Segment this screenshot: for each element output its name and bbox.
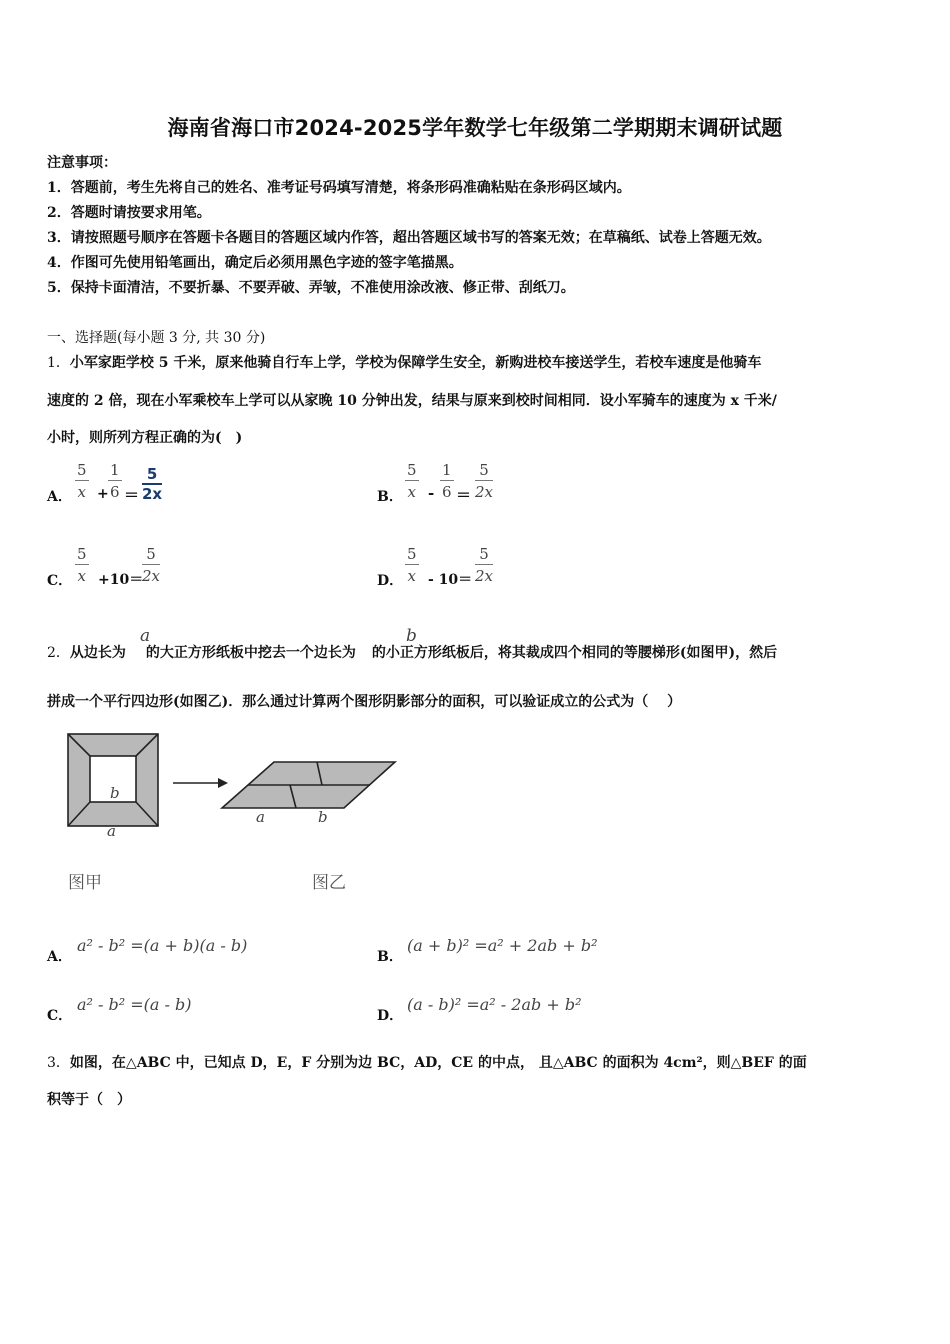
q1-option-d-label[interactable]: D． xyxy=(377,573,404,589)
q2-var-a: a xyxy=(140,626,151,646)
q2-option-d-formula: (a - b)² =a² - 2ab + b² xyxy=(407,995,582,1014)
q1-c-mid: +10＝ xyxy=(98,572,144,588)
q2-option-a-formula: a² - b² =(a + b)(a - b) xyxy=(77,936,248,955)
notice-item-1: 1．答题前，考生先将自己的姓名、准考证号码填写清楚，将条形码准确粘贴在条形码区域内。 xyxy=(47,180,631,196)
q1-option-b-label[interactable]: B． xyxy=(377,489,403,505)
caption-jia: 图甲 xyxy=(68,873,102,893)
q1-c-frac-1: $\frac{5}{x}$ xyxy=(77,545,87,585)
q1-a-frac-2: $\frac{1}{6}$ xyxy=(110,461,120,501)
q1-b-frac-3: $\frac{5}{2x}$ xyxy=(475,461,494,501)
notice-item-4: 4．作图可先使用铅笔画出，确定后必须用黑色字迹的签字笔描黑。 xyxy=(47,255,463,271)
q1-b-frac-2: $\frac{1}{6}$ xyxy=(442,461,452,501)
q1-b-frac-1: $\frac{5}{x}$ xyxy=(407,461,417,501)
q2-var-b: b xyxy=(406,626,417,646)
q1-line-1 xyxy=(47,352,761,372)
fig-label-b-para: b xyxy=(318,808,328,826)
q2-option-a-label[interactable]: A． xyxy=(47,949,72,965)
q1-d-frac-3: $\frac{5}{2x}$ xyxy=(475,545,494,585)
q1-line-3: 小时，则所列方程正确的为( ) xyxy=(47,430,243,446)
q1-text-1: 小军家距学校 5 千米，原来他骑自行车上学，学校为保障学生安全，新购进校车接送学生，若校车速度是他骑车 xyxy=(69,355,762,371)
q3-line-2: 积等于（ ） xyxy=(47,1092,131,1108)
notice-item-2: 2．答题时请按要求用笔。 xyxy=(47,205,211,221)
q2-text-b: 的大正方形纸板中挖去一个边长为 xyxy=(145,645,356,661)
notice-item-3: 3．请按照题号顺序在答题卡各题目的答题区域内作答，超出答题区域书写的答案无效；在草稿纸、试卷上答题无效。 xyxy=(47,230,771,246)
q1-a-op: + xyxy=(97,486,109,502)
fig-label-a-para: a xyxy=(256,808,265,826)
notice-heading: 注意事项： xyxy=(47,155,117,171)
q2-line-2: 拼成一个平行四边形(如图乙)．那么通过计算两个图形阴影部分的面积，可以验证成立的公式为（ ） xyxy=(47,694,682,710)
q1-c-frac-3: $\frac{5}{2x}$ xyxy=(142,545,161,585)
q2-text-c: 的小正方形纸板后，将其裁成四个相同的等腰梯形(如图甲)，然后 xyxy=(371,645,778,661)
q1-line-2: 速度的 2 倍，现在小军乘校车上学可以从家晚 10 分钟出发，结果与原来到校时间相同．设小军骑车的速度为 x 千米/ xyxy=(47,393,777,409)
page-title: 海南省海口市2024-2025学年数学七年级第二学期期末调研试题 xyxy=(167,116,783,140)
figure-jia xyxy=(68,734,158,826)
q2-option-d-label[interactable]: D． xyxy=(377,1008,404,1024)
q1-a-frac-3: $\frac{5}{2x}$ xyxy=(142,465,163,503)
fig-label-a-bottom: a xyxy=(107,822,116,840)
q2-option-c-label[interactable]: C． xyxy=(47,1008,73,1024)
q1-option-a-label[interactable]: A． xyxy=(47,489,72,505)
q1-option-c-label[interactable]: C． xyxy=(47,573,73,589)
q1-b-eq: ＝ xyxy=(456,486,472,504)
fig-label-b-inner: b xyxy=(110,784,120,802)
q1-a-eq: ＝ xyxy=(124,486,140,504)
caption-yi: 图乙 xyxy=(312,873,346,893)
q1-b-op: - xyxy=(428,484,435,502)
q3-line-1 xyxy=(47,1052,807,1072)
q2-figure xyxy=(60,728,410,834)
q1-a-frac-1: $\frac{5}{x}$ xyxy=(77,461,87,501)
figure-yi xyxy=(222,762,395,808)
q2-option-b-label[interactable]: B． xyxy=(377,949,403,965)
q1-d-frac-1: $\frac{5}{x}$ xyxy=(407,545,417,585)
q2-text-a: 从边长为 xyxy=(69,645,126,661)
arrow-icon xyxy=(173,778,228,788)
q1-d-mid: - 10＝ xyxy=(428,572,473,588)
q2-option-b-formula: (a + b)² =a² + 2ab + b² xyxy=(407,936,598,955)
notice-item-5: 5．保持卡面清洁，不要折暴、不要弄破、弄皱，不准使用涂改液、修正带、刮纸刀。 xyxy=(47,280,575,296)
q3-text-1: 如图，在△ABC 中，已知点 D，E，F 分别为边 BC，AD，CE 的中点， 且△ABC 的面积为 4cm²，则△BEF 的面 xyxy=(69,1055,807,1071)
q3-number: 3． xyxy=(47,1055,70,1071)
section-heading: 一、选择题(每小题 3 分, 共 30 分) xyxy=(47,330,266,346)
q2-option-c-formula: a² - b² =(a - b) xyxy=(77,995,192,1014)
q2-number: 2． xyxy=(47,645,70,661)
q1-number: 1． xyxy=(47,355,70,371)
